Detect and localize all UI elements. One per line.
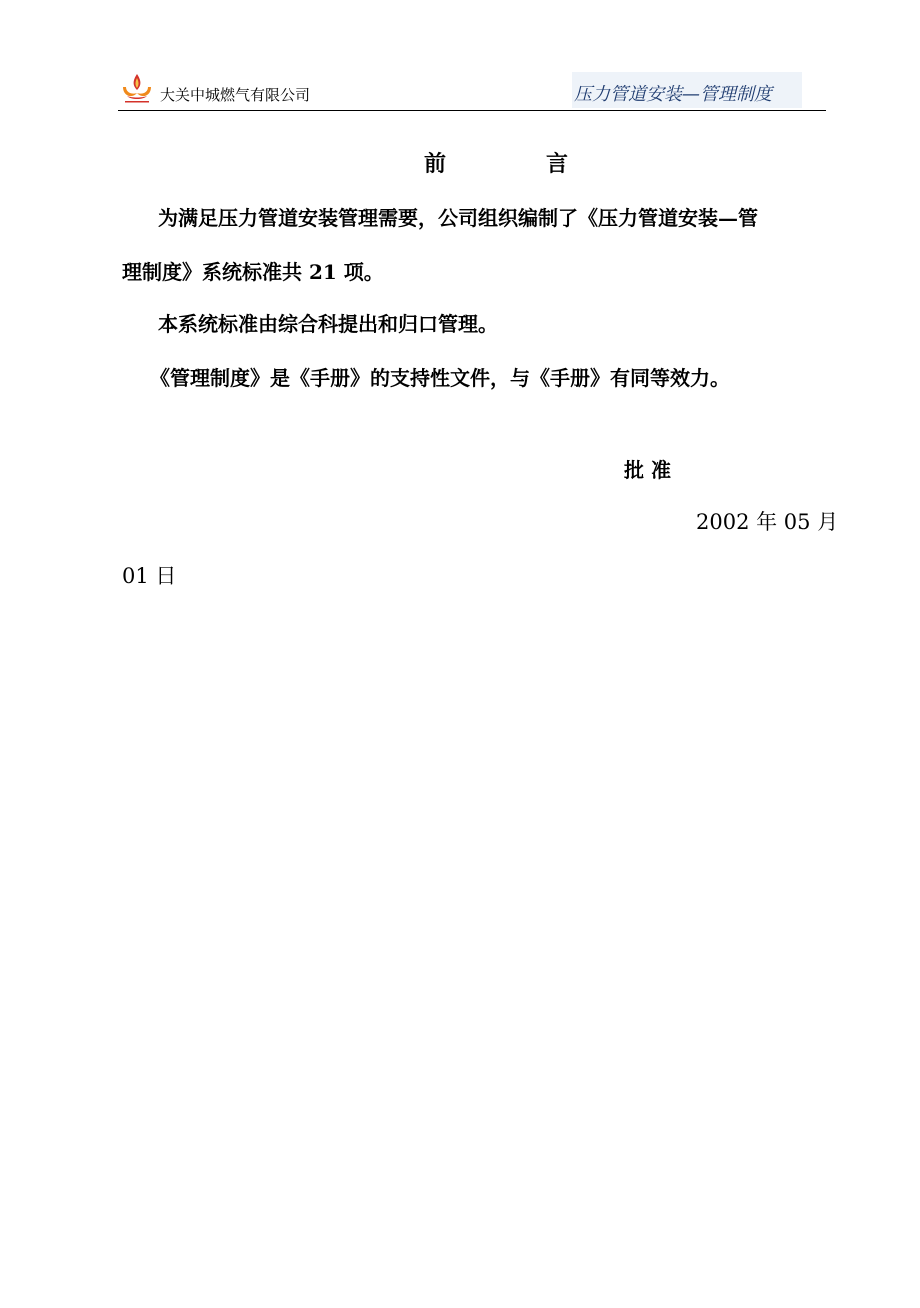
- flame-lotus-logo-icon: [120, 72, 154, 104]
- page-header: [118, 70, 826, 111]
- company-name: 大关中城燃气有限公司: [160, 86, 311, 104]
- paragraph-3: 《管理制度》是《手册》的支持性文件，与《手册》有同等效力。: [150, 366, 730, 390]
- preface-title-left: 前: [424, 151, 447, 177]
- approval-label: 批 准: [624, 458, 671, 482]
- approval-date-line-2: 01 日: [122, 564, 177, 588]
- paragraph-1-line-1: 为满足压力管道安装管理需要，公司组织编制了《压力管道安装—管: [158, 206, 758, 230]
- paragraph-1-line-2: 理制度》系统标准共 21 项。: [122, 260, 384, 284]
- preface-title-right: 言: [546, 151, 569, 177]
- document-title: 压力管道安装—管理制度: [574, 84, 772, 105]
- approval-date-line-1: 2002 年 05 月: [696, 510, 839, 534]
- paragraph-2: 本系统标准由综合科提出和归口管理。: [158, 312, 498, 336]
